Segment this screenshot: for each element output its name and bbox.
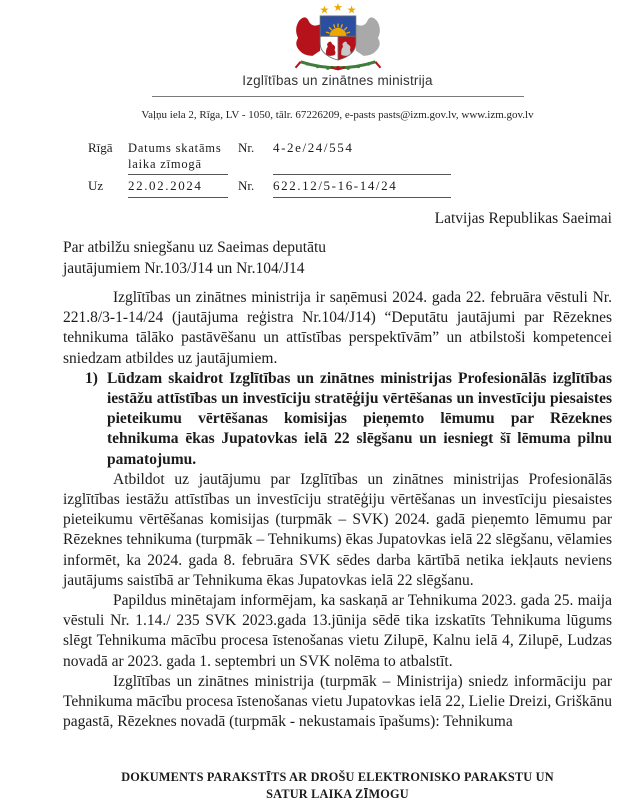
question-item-1-text: Lūdzam skaidrot Izglītības un zinātnes ministrijas Profesionālās izglītības iestāžu attīstības un investīciju stratēģiju vērtēšanas un investīciju piesaistes pieteikumu vērtēšanas komisijas pieņemto lēmumu par Rēzeknes tehnikuma ēkas Jupatovkas ielā 22 slēgšanu un iesniegt šī lēmuma pilnu pamatojumu.: [107, 369, 612, 468]
paragraph-ministry-info: Izglītības un zinātnes ministrija (turpmāk – Ministrija) sniedz informāciju par Tehnikuma mācību procesa īstenošanas vietu Jupatovkas ielā 22, Lielie Dreizi, Griškānu pagastā, Rēzeknes novadā (turpmāk - nekustamais īpašums): Tehnikuma: [63, 672, 613, 731]
subject-line-1: Par atbilžu sniegšanu uz Saeimas deputātu: [63, 239, 327, 256]
paragraph-intro: Izglītības un zinātnes ministrija ir saņēmusi 2024. gada 22. februāra vēstuli Nr. 221.8/3-1-14/24 (jautājuma reģistra Nr.104/J14) “Deputātu jautājumi par Rēzeknes tehnikuma tālāko pastāvēšanu un attīstības perspektīvām” un atbilstoši kompetencei sniedzam atbildes uz jautājumiem.: [63, 289, 612, 367]
reply-number: 622.12/5-16-14/24: [273, 178, 451, 198]
nr-label-2: Nr.: [238, 178, 255, 193]
svg-text:★: ★: [346, 3, 357, 17]
subject-block: [63, 238, 612, 279]
latvia-coat-of-arms-icon: [287, 2, 389, 79]
ministry-address: Vaļņu iela 2, Rīga, LV - 1050, tālr. 67226209, e-pasts pasts@izm.gov.lv, www.izm.gov.lv: [141, 109, 534, 121]
stars: [319, 2, 356, 16]
recipient-line: Latvijas Republikas Saeimai: [434, 210, 612, 227]
svg-text:★: ★: [318, 3, 329, 17]
place-label: Rīgā: [88, 140, 113, 155]
e-signature-footer: [63, 769, 612, 802]
reply-date: 22.02.2024: [128, 178, 228, 198]
reference-block: [88, 140, 451, 198]
date-note: Datums skatāms laika zīmogā: [128, 140, 228, 175]
paragraph-answer-1: Atbildot uz jautājumu par Izglītības un zinātnes ministrijas Profesionālās izglītības iestāžu attīstības un investīciju stratēģiju vērtēšanas un investīciju piesaistes pieteikumu vērtēšanas komisijas (turpmāk – SVK) 2024. gadā pieņemto lēmumu par Rēzeknes tehnikuma (turpmāk – Tehnikums) ēkas Jupatovkas ielā 22 slēgšanu, vēlamies informēt, ka 2024. gada 8. februāra SVK sēdes darba kārtībā netika iekļauts neviens jautājums saistībā ar Tehnikuma ēkas Jupatovkas ielā 22 slēgšanu.: [63, 470, 612, 589]
reply-prefix: Uz: [88, 178, 104, 193]
ministry-name: Izglītības un zinātnes ministrija: [242, 73, 433, 88]
document-number: 4-2e/24/554: [273, 140, 451, 175]
e-signature-footer-line-2: SATUR LAIKA ZĪMOGU: [266, 786, 409, 801]
question-item-1-marker: 1): [85, 369, 98, 387]
header-divider: [152, 96, 524, 97]
letter-body: [63, 288, 612, 732]
letter-content: [63, 0, 612, 804]
nr-label-1: Nr.: [238, 140, 255, 155]
question-item-1: [63, 369, 612, 470]
subject-line-2: jautājumiem Nr.103/J14 un Nr.104/J14: [63, 259, 305, 277]
paragraph-additional-info: Papildus minētajam informējam, ka saskaņā ar Tehnikuma 2023. gada 25. maija vēstuli Nr. 1.14./ 235 SVK 2023.gada 13.jūnija sēdē tika izskatīts Tehnikuma lūgums slēgt Tehnikuma mācību procesa īstenošanas vietu Zilupē, Kalnu ielā 4, Zilupē, Ludzas novadā ar 2023. gada 1. septembri un SVK nolēma to atbalstīt.: [63, 592, 612, 670]
svg-text:★: ★: [332, 2, 343, 14]
e-signature-footer-line-1: DOKUMENTS PARAKSTĪTS AR DROŠU ELEKTRONISKO PARAKSTU UN: [121, 770, 554, 784]
